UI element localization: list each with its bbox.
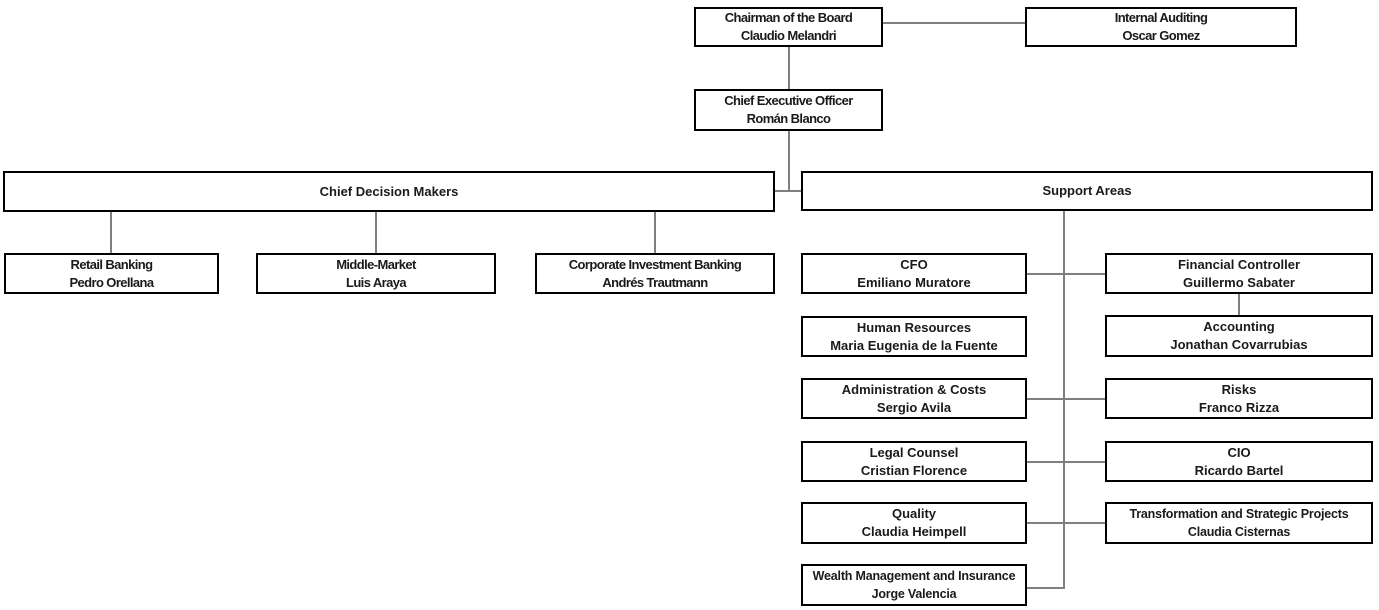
org-node-internal-auditing <box>1025 7 1297 47</box>
connector-financial-controller-accounting <box>1238 292 1240 317</box>
org-node-transformation <box>1105 502 1373 544</box>
node-title: Quality <box>891 506 937 521</box>
org-node-chairman <box>694 7 883 47</box>
org-node-legal-counsel <box>801 441 1027 482</box>
node-person: Luis Araya <box>346 274 406 290</box>
node-person: Cristian Florence <box>860 462 968 478</box>
org-node-retail-banking <box>4 253 219 294</box>
node-title: Middle-Market <box>336 256 416 272</box>
node-person: Claudio Melandri <box>740 28 837 43</box>
node-person: Guillermo Sabater <box>1183 274 1295 290</box>
node-person: Jorge Valencia <box>871 587 957 601</box>
node-person: Sergio Avila <box>876 399 952 415</box>
connector-row-cfo-financial-controller <box>1025 273 1107 275</box>
connector-row-quality-transformation <box>1025 522 1107 524</box>
node-title: Support Areas <box>1042 183 1132 198</box>
org-node-chief-decision-makers <box>3 171 775 212</box>
node-title: CIO <box>1227 444 1251 460</box>
org-node-human-resources <box>801 316 1027 357</box>
node-person: Andrés Trautmann <box>602 274 708 290</box>
node-person: Jonathan Covarrubias <box>1170 337 1308 352</box>
node-person: Maria Eugenia de la Fuente <box>830 337 998 353</box>
connector-wealth-trunk <box>1025 587 1065 589</box>
node-title: Transformation and Strategic Projects <box>1129 507 1349 521</box>
node-title: Administration & Costs <box>841 381 987 397</box>
connector-cdm-middle-market <box>375 211 377 254</box>
connector-row-legal-cio <box>1025 461 1107 463</box>
org-node-quality <box>801 502 1027 544</box>
connector-chairman-ceo <box>788 46 790 90</box>
node-title: Financial Controller <box>1177 256 1301 272</box>
node-title: Risks <box>1221 381 1257 397</box>
node-person: Román Blanco <box>746 111 831 126</box>
node-person: Pedro Orellana <box>69 274 154 290</box>
node-person: Emiliano Muratore <box>857 274 971 290</box>
node-person: Claudia Cisternas <box>1187 525 1291 539</box>
node-title: Chief Executive Officer <box>724 93 853 108</box>
connector-cdm-support-bridge <box>773 190 803 192</box>
org-node-accounting <box>1105 315 1373 357</box>
node-title: Chief Decision Makers <box>319 183 459 199</box>
node-person: Ricardo Bartel <box>1194 462 1284 478</box>
org-node-middle-market <box>256 253 496 294</box>
node-title: Accounting <box>1203 319 1275 334</box>
org-node-risks <box>1105 378 1373 419</box>
org-node-cio <box>1105 441 1373 482</box>
org-node-financial-controller <box>1105 253 1373 294</box>
node-title: CFO <box>900 256 928 272</box>
connector-cdm-retail <box>110 211 112 254</box>
org-node-administration-costs <box>801 378 1027 419</box>
connector-ceo-down <box>788 130 790 191</box>
org-node-support-areas <box>801 171 1373 211</box>
org-node-wealth-management <box>801 564 1027 606</box>
connector-chairman-internal-auditing <box>881 22 1027 24</box>
org-node-cfo <box>801 253 1027 294</box>
node-title: Internal Auditing <box>1114 10 1208 25</box>
node-person: Claudia Heimpell <box>861 524 967 539</box>
node-title: Retail Banking <box>70 256 153 272</box>
node-title: Human Resources <box>856 319 972 335</box>
node-title: Wealth Management and Insurance <box>812 569 1016 583</box>
connector-cdm-cib <box>654 211 656 254</box>
node-title: Corporate Investment Banking <box>568 256 742 272</box>
node-title: Chairman of the Board <box>724 10 853 25</box>
node-title: Legal Counsel <box>869 444 959 460</box>
node-person: Oscar Gomez <box>1122 28 1200 43</box>
node-person: Franco Rizza <box>1198 399 1280 415</box>
connector-row-admin-risks <box>1025 398 1107 400</box>
org-node-ceo <box>694 89 883 131</box>
org-node-corporate-investment-banking <box>535 253 775 294</box>
